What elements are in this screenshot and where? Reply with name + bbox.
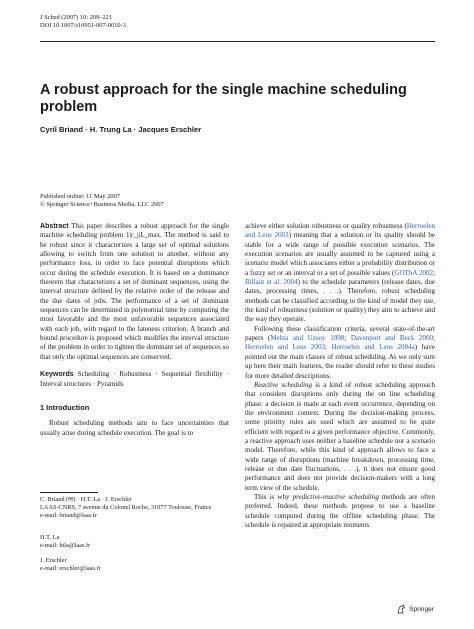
citation-link[interactable]: Herroelen and Leus 2003 [245,343,325,352]
text-run: ; [433,268,436,277]
publisher-logo [396,604,434,614]
abstract-text: This paper describes a robust approach for the single machine scheduling problem 1|r_j|L_max. The method is said to be robust since it characterizes a large set of optimal solutions allowing to switch from one solution to another, without any performance loss, in order to face potential disruptions which occur during the schedule execution. It is based on a dominance theorem that characterizes a set of dominant sequences, using the interval structure defined by the relative order of the release and the due dates of jobs. The performance of a set of dominant sequences can be determined in polynomial time by computing the most favorable and the most unfavorable sequences associated with each job, with regard to the lateness criterion. A branch and bound procedure is proposed which modifies the interval structure of the problem in order to tighten the dominant set of sequences so that only the optimal sequences are conserved. [40,222,230,361]
citation-link[interactable]: Herroelen and Leus 2004a [331,343,415,352]
copyright: © Springer Science+Business Media, LLC 2007 [40,201,164,209]
affiliation-3 [40,557,229,573]
right-column [245,222,435,530]
author-list: Cyril Briand · H. Trung La · Jacques Erschler [40,125,202,134]
introduction-text: Robust scheduling methods aim to face uncertainties that usually arise during schedule execution. The goal is to [40,419,229,437]
text-run: ) have pointed out the main classes of robust scheduling. As we only sum up here their main features, the reader should refer to these studies for more detailed descriptions. [245,343,435,380]
affiliation-1 [40,496,229,521]
text-run: ; [325,343,332,352]
keywords-text: Scheduling · Robustness · Sequential flexibility · Interval structures · Pyramids [40,370,230,388]
body-paragraph [245,493,435,530]
abstract [40,222,229,362]
header-rule [40,41,435,42]
text-run: Following these classification criteria, several state-of-the-art papers ( [245,324,435,343]
publication-info [40,193,164,210]
affiliation-names: C. Briand (✉) · H.T. La · J. Erschler [40,496,132,503]
paper-title: A robust approach for the single machine scheduling problem [40,82,407,115]
footnote-rule [40,492,98,493]
affiliation-email[interactable]: e-mail: erschler@laas.fr [40,565,101,573]
keywords [40,370,229,389]
abstract-label: Abstract [40,223,69,230]
left-column [40,222,229,438]
affiliation-organization: LAAS-CNRS, 7 avenue du Colonel Roche, 31077 Toulouse, France [40,504,212,512]
text-run: This is why [254,492,293,501]
springer-horse-icon [396,604,406,614]
body-paragraph [245,222,435,325]
text-run: ; [433,334,435,343]
body-paragraph [245,325,435,381]
text-run: is a kind of robust scheduling approach that considers disruptions only during the on line scheduling phase: a decision is made at each event occurrence, depending on the environment context. During the decision-making process, some priority rules are used which are assumed to be quite efficient with regard to a given performance objective. Commonly, a reactive approach uses neither a baseline schedule nor a scenario model. Therefore, while this kind of approach allows to face a wide range of disruptions (machine breakdown, processing time, release or due date fluctuations, . . .), it does not ensure good performance and does not provide decision-makers with a long term view of the schedule. [245,380,435,492]
affiliation-names: J. Erschler [40,557,67,564]
citation-link[interactable]: Mehta and Uzsoy 1998 [270,334,345,343]
affiliation-2 [40,534,229,550]
text-run: methods are often preferred. Indeed, these methods propose to use a baseline schedule computed during the offline scheduling phase. The schedule is repaired at appropriate moments [245,492,436,529]
text-run: ) meaning that a solution or its quality should be stable for a wide range of possible execution scenarios. The execution scenarios are usually assumed to be captured using a scenario model which associates either a probability distribution or a fuzzy set or an interval or a set of possible values ( [245,231,435,277]
text-run: ; [344,334,351,343]
journal-header [40,14,126,30]
citation-link[interactable]: Herroelen and Leus 2003 [245,222,435,240]
citation-link[interactable]: Billaut et al. 2004 [245,278,298,287]
body-paragraph [245,381,435,493]
journal-citation: J Sched (2007) 10: 209–221 [40,14,113,21]
keywords-label: Keywords [40,371,74,379]
doi: DOI 10.1007/s10951-007-0010-3 [40,22,126,30]
affiliation-names: H.T. La [40,534,60,541]
defined-term: predictive-reactive scheduling [292,492,379,501]
text-run: achieve either solution robustness or quality robustness ( [245,222,407,230]
section-heading-introduction: 1 Introduction [40,402,90,412]
defined-term: Reactive scheduling [254,380,313,389]
affiliation-email[interactable]: e-mail: htla@laas.fr [40,542,91,550]
published-date: Published online: 11 May 2007 [40,193,120,200]
text-run: ) to the schedule parameters (release dates, due dates, processing times, . . .). Therefore, robust scheduling methods can be classified according to the kind of model they use, the kind of robustness (solution or quality) they aim to achieve and the way they operate. [245,278,436,324]
citation-link[interactable]: GOThA 2002 [394,268,434,277]
affiliation-email[interactable]: e-mail: briand@laas.fr [40,512,97,520]
publisher-name: Springer [409,605,434,613]
citation-link[interactable]: Davenport and Beck 2000 [350,334,434,343]
